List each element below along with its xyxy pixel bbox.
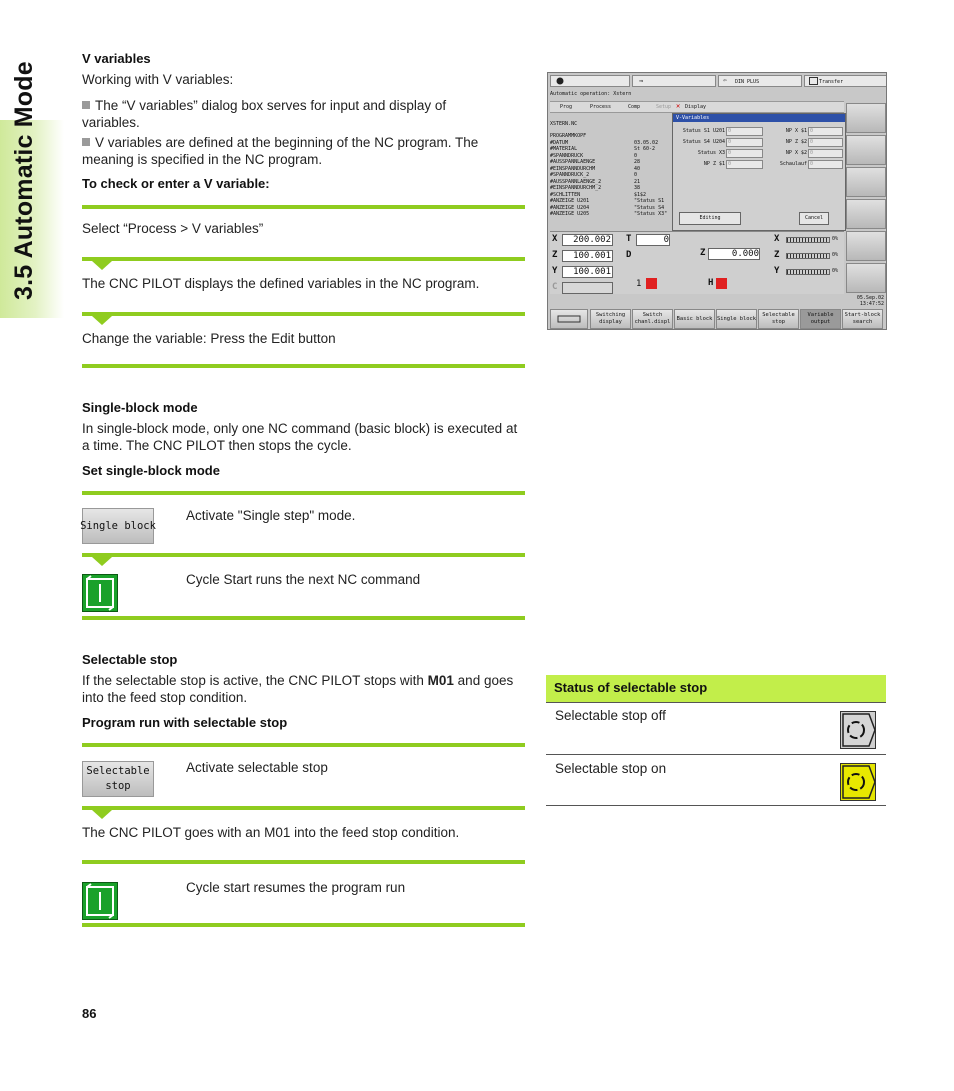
- load-bar: [786, 237, 830, 243]
- single-block-text: In single-block mode, only one NC command (basic block) is executed at a time. The CNC PILOT then stops the cycle.: [82, 421, 518, 453]
- axis-value: 100.001: [562, 266, 613, 278]
- menu-setup[interactable]: Setup: [656, 104, 672, 110]
- tab-automatic[interactable]: [632, 75, 716, 87]
- program-line: #MATERIAL St 60-2: [550, 146, 656, 152]
- program-line: #EINSPANNDURCHM_2 38: [550, 185, 641, 191]
- bullet-item: The “V variables” dialog box serves for input and display of variables.: [82, 98, 447, 130]
- t-label: T: [626, 234, 632, 244]
- right-softkey[interactable]: [846, 263, 886, 293]
- menu-process[interactable]: Process: [590, 104, 612, 110]
- right-softkey[interactable]: [846, 135, 886, 165]
- tab-transfer[interactable]: Transfer: [804, 75, 887, 87]
- set-single-block-heading: Set single-block mode: [82, 463, 220, 478]
- axis-value: [562, 282, 613, 294]
- program-line: #AUSSPANNLAENGE_2 21: [550, 178, 641, 185]
- axis-label: Y: [552, 266, 558, 276]
- table-divider: [546, 754, 886, 755]
- menu-prog[interactable]: Prog: [560, 104, 573, 110]
- d-label: D: [626, 250, 632, 260]
- step-text: The CNC PILOT displays the defined variables in the NC program.: [82, 276, 480, 291]
- step-text: The CNC PILOT goes with an M01 into the feed stop condition.: [82, 825, 460, 840]
- z2-value: 0.000: [708, 248, 760, 260]
- selectable-stop-heading: Selectable stop: [82, 652, 178, 667]
- step-divider: [82, 312, 525, 316]
- dialog-field[interactable]: NP Z $1 0: [677, 159, 763, 170]
- program-line: #AUSSPANNLAENGE 28: [550, 159, 641, 165]
- step-divider: [82, 257, 525, 261]
- cycle-start-button[interactable]: [82, 882, 118, 920]
- step-text: Select “Process > V variables”: [82, 221, 264, 236]
- load-percent: 0%: [832, 252, 839, 258]
- selectable-stop-text: If the selectable stop is active, the CNC PILOT stops with M01 and goes into the feed stop condition.: [82, 673, 514, 705]
- tab-hand[interactable]: [550, 75, 630, 87]
- v-variables-dialog: [672, 113, 846, 231]
- cycle-start-icon: [83, 883, 117, 919]
- dialog-field[interactable]: NP X $2 0: [763, 148, 843, 159]
- step-text: Change the variable: Press the Edit button: [82, 331, 336, 346]
- h-label: H: [708, 278, 714, 288]
- load-bar: [786, 269, 830, 275]
- program-listing: [550, 133, 670, 218]
- step-divider: [82, 205, 525, 209]
- program-line: #ANZEIGE U204 "Status S4: [550, 204, 665, 211]
- dialog-field[interactable]: Status S4 U204 0: [677, 137, 763, 148]
- cycle-start-icon: [83, 575, 117, 611]
- program-name: XSTERN.NC: [550, 121, 578, 127]
- program-line: #ANZEIGE U205 "Status X3": [550, 211, 668, 217]
- tool-number: 1: [636, 279, 642, 289]
- din-icon: ⇦: [723, 77, 727, 84]
- menu-comp[interactable]: Comp: [628, 104, 641, 110]
- step-divider: [82, 364, 525, 368]
- v-variables-intro: Working with V variables:: [82, 72, 234, 87]
- step-text: Activate selectable stop: [186, 760, 328, 775]
- load-percent: 0%: [832, 236, 839, 242]
- step-divider: [82, 616, 525, 620]
- dialog-field[interactable]: NP Z $2 0: [763, 137, 843, 148]
- cancel-button[interactable]: Cancel: [799, 212, 829, 225]
- program-line: #ANZEIGE U201 "Status S1: [550, 198, 665, 204]
- step-divider: [82, 743, 525, 747]
- selectable-stop-on-icon: [840, 763, 876, 801]
- step-divider: [82, 860, 525, 864]
- tab-din-plus[interactable]: ⇦ DIN PLUS: [718, 75, 802, 87]
- bottom-softkey[interactable]: Start-block search: [842, 309, 883, 329]
- load-axis-label: X: [774, 234, 780, 244]
- selectable-stop-softkey[interactable]: Selectable stop: [82, 761, 154, 797]
- chapter-title: 3.5 Automatic Mode: [10, 61, 38, 300]
- program-run-heading: Program run with selectable stop: [82, 715, 288, 730]
- step-divider: [82, 553, 525, 557]
- bullet-item: V variables are defined at the beginning of the NC program. The meaning is specified in the NC program.: [82, 135, 479, 167]
- bottom-softkey[interactable]: Switch chanl.displ: [632, 309, 673, 329]
- bullet-icon: [82, 138, 90, 146]
- z2-label: Z: [700, 248, 706, 258]
- step-text: Cycle start resumes the program run: [186, 880, 406, 895]
- v-variables-heading: V variables: [82, 51, 151, 66]
- single-block-heading: Single-block mode: [82, 400, 198, 415]
- dialog-field[interactable]: NP X $1 0: [763, 126, 843, 137]
- right-softkey[interactable]: [846, 231, 886, 261]
- axis-value: 100.001: [562, 250, 613, 262]
- program-line: #SCHLITTEN $1$2: [550, 191, 647, 198]
- step-text: Activate "Single step" mode.: [186, 508, 356, 523]
- cycle-start-button[interactable]: [82, 574, 118, 612]
- t-value: 0: [636, 234, 670, 246]
- machine-display: [550, 231, 844, 294]
- bottom-softkey[interactable]: Selectable stop: [758, 309, 799, 329]
- step-divider: [82, 923, 525, 927]
- close-icon[interactable]: ✕: [676, 102, 681, 110]
- right-softkey[interactable]: [846, 199, 886, 229]
- single-block-softkey[interactable]: Single block: [82, 508, 154, 544]
- step-divider: [82, 806, 525, 810]
- load-axis-label: Y: [774, 266, 780, 276]
- status-red-icon: [646, 278, 657, 289]
- step-text: Cycle Start runs the next NC command: [186, 572, 421, 587]
- bottom-softkey[interactable]: Single block: [716, 309, 757, 329]
- program-line: #SPANNDRUCK_2 0: [550, 172, 638, 178]
- program-line: #EINSPANNDURCHM 40: [550, 165, 641, 172]
- table-divider: [546, 805, 886, 806]
- machine-icon: [557, 314, 581, 324]
- screen-title: Automatic operation: Xstern: [550, 91, 632, 97]
- menu-bar: [550, 101, 844, 113]
- transfer-icon: [809, 77, 818, 85]
- cnc-screenshot: [547, 72, 887, 330]
- load-percent: 0%: [832, 268, 839, 274]
- bottom-softkey-icon[interactable]: [550, 309, 588, 329]
- dialog-field[interactable]: Status X3 0: [677, 148, 763, 159]
- dialog-title: V-Variables: [673, 114, 845, 122]
- program-line: #DATUM 03.05.02: [550, 139, 659, 146]
- right-softkey[interactable]: [846, 103, 886, 133]
- selectable-stop-off-icon: [840, 711, 876, 749]
- program-line: #SPANNDRUCK 0: [550, 152, 638, 159]
- bottom-softkey[interactable]: Variable output: [800, 309, 841, 329]
- right-softkey[interactable]: [846, 167, 886, 197]
- page-number: 86: [82, 1006, 97, 1021]
- table-divider: [546, 702, 886, 703]
- axis-value: 200.002: [562, 234, 613, 246]
- editing-button[interactable]: Editing: [679, 212, 741, 225]
- menu-display[interactable]: Display: [685, 104, 707, 110]
- bullet-icon: [82, 101, 90, 109]
- status-red-icon: [716, 278, 727, 289]
- step-divider: [82, 491, 525, 495]
- axis-label: Z: [552, 250, 558, 260]
- date-time: 05.Sep.02 13:47:52: [856, 295, 884, 307]
- axis-label: X: [552, 234, 558, 244]
- load-bar: [786, 253, 830, 259]
- status-table-header: Status of selectable stop: [546, 675, 886, 702]
- axis-label: C: [552, 282, 558, 292]
- procedure-heading: To check or enter a V variable:: [82, 176, 270, 191]
- hand-icon: [555, 76, 565, 86]
- arrow-icon: ⇒: [639, 77, 644, 85]
- load-axis-label: Z: [774, 250, 780, 260]
- dialog-field[interactable]: Schaulauf 0: [763, 159, 843, 170]
- table-row-label: Selectable stop on: [555, 761, 667, 776]
- bottom-softkey[interactable]: Basic block: [674, 309, 715, 329]
- program-line: PROGRAMMKOPF: [550, 133, 587, 139]
- dialog-field[interactable]: Status S1 U201 0: [677, 126, 763, 137]
- bottom-softkey[interactable]: Switching display: [590, 309, 631, 329]
- table-row-label: Selectable stop off: [555, 708, 666, 723]
